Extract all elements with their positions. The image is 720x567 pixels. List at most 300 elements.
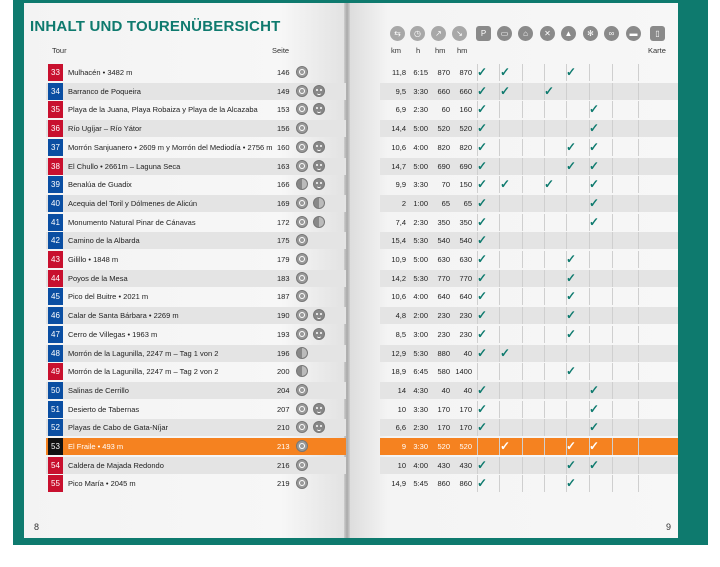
tour-up: 170 [437, 404, 450, 414]
tour-row-details [380, 64, 678, 81]
check-icon: ✓ [477, 177, 488, 192]
tour-up: 660 [437, 86, 450, 96]
check-icon: ✓ [477, 252, 488, 266]
column-divider [499, 139, 500, 156]
tour-row[interactable] [46, 270, 346, 287]
tour-up: 40 [441, 385, 450, 395]
tour-number-badge: 37 [48, 139, 63, 156]
tour-km: 10 [397, 460, 406, 470]
tour-km: 14,9 [391, 479, 406, 489]
column-divider [589, 363, 590, 380]
column-divider [638, 288, 639, 305]
tour-number-badge: 43 [48, 251, 63, 268]
tour-km: 15,4 [391, 236, 406, 246]
tour-row-details [380, 419, 678, 436]
column-divider [566, 419, 567, 436]
column-divider [638, 401, 639, 418]
tour-row[interactable] [46, 214, 346, 231]
tour-number-badge: 51 [48, 401, 63, 418]
column-divider [499, 382, 500, 399]
tour-row[interactable] [46, 158, 346, 175]
tour-h: 2:30 [413, 423, 428, 433]
difficulty-icon [296, 234, 308, 246]
right-edge-stripe [678, 3, 684, 538]
tour-h: 5:30 [413, 273, 428, 283]
tour-number-badge: 53 [48, 438, 63, 455]
tour-row[interactable] [46, 251, 346, 268]
header-karte: Karte [648, 46, 666, 55]
tour-row[interactable] [46, 83, 346, 100]
tour-row-details [380, 158, 678, 175]
tour-down: 870 [459, 68, 472, 77]
column-divider [589, 288, 590, 305]
difficulty-icon [296, 272, 308, 284]
tour-number-badge: 42 [48, 232, 63, 249]
tour-number-badge: 48 [48, 345, 63, 362]
difficulty-icon [296, 141, 308, 153]
tour-h: 4:00 [413, 292, 428, 302]
difficulty-icon [296, 309, 308, 321]
check-icon: ✓ [477, 289, 488, 304]
column-divider [522, 438, 523, 455]
tour-row[interactable] [46, 101, 346, 118]
column-divider [638, 83, 639, 100]
tour-name: Cerro de Villegas • 1963 m [68, 329, 158, 339]
tour-km: 4,8 [395, 311, 406, 321]
tour-number-badge: 40 [48, 195, 63, 212]
difficulty-icon [296, 459, 308, 471]
tour-down: 690 [459, 161, 472, 171]
parking-icon: P [476, 26, 491, 41]
check-icon: ✓ [477, 345, 488, 360]
tour-page: 146 [277, 68, 290, 77]
check-icon: ✓ [566, 158, 577, 173]
summit-icon: ▲ [561, 26, 576, 41]
tour-down: 660 [459, 86, 472, 96]
tour-page: 200 [277, 367, 290, 377]
check-icon: ✓ [589, 401, 600, 416]
column-divider [522, 64, 523, 81]
tour-h: 2:00 [413, 311, 428, 321]
tour-h: 4:30 [413, 385, 428, 395]
tour-row-details [380, 401, 678, 418]
column-divider [612, 158, 613, 175]
check-icon: ✓ [477, 457, 488, 472]
tour-row-details [380, 363, 678, 380]
tour-down: 540 [459, 236, 472, 246]
tour-page: 193 [277, 329, 290, 339]
check-icon: ✓ [477, 65, 488, 79]
check-icon: ✓ [589, 102, 600, 117]
column-divider [499, 457, 500, 474]
tour-h: 3:30 [413, 442, 428, 451]
check-icon: ✓ [566, 65, 577, 79]
page-number-right: 9 [666, 522, 672, 532]
tour-page: 160 [277, 142, 290, 152]
check-icon: ✓ [589, 382, 600, 397]
tour-up: 630 [437, 255, 450, 264]
tour-h: 6:45 [413, 367, 428, 377]
tour-row[interactable] [46, 345, 346, 362]
column-divider [566, 214, 567, 231]
tour-row[interactable] [46, 232, 346, 249]
tour-name: Morrón de la Lagunilla, 2247 m – Tag 1 von 2 [68, 348, 219, 358]
tour-page: 172 [277, 217, 290, 227]
column-divider [612, 139, 613, 156]
column-divider [499, 232, 500, 249]
tour-km: 6,6 [395, 423, 406, 433]
tour-km: 6,9 [395, 105, 406, 115]
column-divider [522, 232, 523, 249]
tour-down: 630 [459, 255, 472, 264]
column-divider [566, 176, 567, 193]
column-divider [522, 457, 523, 474]
tour-row[interactable] [46, 195, 346, 212]
tour-row-details [380, 457, 678, 474]
column-divider [612, 214, 613, 231]
family-icon [313, 328, 325, 340]
tour-page: 219 [277, 479, 290, 489]
tour-km: 14,2 [391, 273, 406, 283]
column-divider [612, 270, 613, 287]
column-divider [499, 214, 500, 231]
difficulty-icon [296, 477, 308, 489]
bus-icon: ▭ [497, 26, 512, 41]
tour-row[interactable] [46, 120, 346, 137]
tour-down: 1400 [455, 367, 472, 377]
column-divider [589, 326, 590, 343]
tour-number-badge: 44 [48, 270, 63, 287]
column-divider [589, 83, 590, 100]
difficulty-icon [296, 122, 308, 134]
tour-name: Calar de Santa Bárbara • 2269 m [68, 311, 179, 321]
tour-row-details [380, 382, 678, 399]
tour-h: 2:30 [413, 105, 428, 115]
column-divider [544, 382, 545, 399]
column-divider [566, 345, 567, 362]
tour-down: 860 [459, 479, 472, 489]
column-divider [638, 326, 639, 343]
column-divider [522, 158, 523, 175]
column-divider [589, 232, 590, 249]
column-divider [522, 101, 523, 118]
bike-icon: ∞ [604, 26, 619, 41]
column-divider [566, 382, 567, 399]
restaurant-icon: ✕ [540, 26, 555, 41]
column-divider [544, 64, 545, 81]
column-divider [612, 288, 613, 305]
difficulty-medium-icon [296, 178, 308, 190]
column-divider [499, 288, 500, 305]
column-divider [612, 438, 613, 455]
column-divider [638, 345, 639, 362]
clock-icon: ◷ [410, 26, 425, 41]
tour-down: 520 [459, 442, 472, 451]
tour-down: 40 [463, 385, 472, 395]
tour-down: 230 [459, 329, 472, 339]
column-divider [589, 345, 590, 362]
tour-km: 18,9 [391, 367, 406, 377]
tour-up: 65 [441, 198, 450, 208]
tour-up: 540 [437, 236, 450, 246]
column-divider [499, 251, 500, 268]
tour-row[interactable] [46, 401, 346, 418]
column-divider [544, 363, 545, 380]
check-icon: ✓ [477, 195, 488, 210]
tour-name: Monumento Natural Pinar de Cánavas [68, 217, 196, 227]
tour-row-details [380, 475, 678, 492]
column-divider [544, 345, 545, 362]
tour-km: 14,4 [391, 124, 406, 134]
column-divider [589, 475, 590, 492]
column-divider [638, 438, 639, 455]
column-divider [522, 139, 523, 156]
column-divider [612, 195, 613, 212]
tour-page: 213 [277, 442, 290, 451]
column-divider [566, 101, 567, 118]
column-divider [522, 345, 523, 362]
column-divider [477, 438, 478, 455]
tour-name: Barranco de Poqueira [68, 86, 141, 96]
tour-name: El Fraile • 493 m [68, 442, 124, 451]
tour-page: 149 [277, 86, 290, 96]
check-icon: ✓ [566, 289, 577, 304]
column-divider [638, 307, 639, 324]
hut-icon: ⌂ [518, 26, 533, 41]
difficulty-icon [296, 440, 308, 452]
column-divider [544, 438, 545, 455]
tour-row[interactable] [46, 139, 346, 156]
tour-km: 10,6 [391, 142, 406, 152]
tour-up: 770 [437, 273, 450, 283]
tour-up: 430 [437, 460, 450, 470]
column-divider [544, 475, 545, 492]
check-icon: ✓ [589, 195, 600, 210]
tour-km: 14,7 [391, 161, 406, 171]
tour-down: 230 [459, 311, 472, 321]
column-divider [522, 176, 523, 193]
column-divider [589, 251, 590, 268]
column-divider [612, 363, 613, 380]
tour-row-details [380, 251, 678, 268]
tour-page: 196 [277, 348, 290, 358]
tour-name: Caldera de Majada Redondo [68, 460, 164, 470]
tour-row[interactable] [46, 457, 346, 474]
tour-row[interactable] [46, 64, 346, 81]
column-divider [638, 101, 639, 118]
check-icon: ✓ [589, 457, 600, 472]
column-divider [612, 176, 613, 193]
tour-up: 820 [437, 142, 450, 152]
tour-page: 153 [277, 105, 290, 115]
column-divider [522, 363, 523, 380]
column-divider [589, 64, 590, 81]
difficulty-icon [296, 403, 308, 415]
tour-name: Pico María • 2045 m [68, 479, 136, 489]
column-divider [612, 251, 613, 268]
tour-row[interactable] [46, 326, 346, 343]
column-divider [612, 64, 613, 81]
column-divider [544, 214, 545, 231]
tour-number-badge: 52 [48, 419, 63, 436]
check-icon: ✓ [589, 121, 600, 136]
tour-page: 166 [277, 180, 290, 190]
tour-name: Gilillo • 1848 m [68, 255, 119, 264]
check-icon: ✓ [500, 65, 511, 79]
column-divider [612, 83, 613, 100]
tour-down: 640 [459, 292, 472, 302]
tour-row[interactable] [46, 438, 346, 455]
check-icon: ✓ [477, 401, 488, 416]
tour-name: Río Ugíjar – Río Yátor [68, 124, 142, 134]
header-hm-down: hm [457, 46, 468, 55]
tour-number-badge: 47 [48, 326, 63, 343]
column-divider [566, 120, 567, 137]
tour-down: 40 [463, 348, 472, 358]
family-icon [313, 103, 325, 115]
tour-number-badge: 55 [48, 475, 63, 492]
tour-down: 520 [459, 124, 472, 134]
tour-h: 6:15 [413, 68, 428, 77]
check-icon: ✓ [477, 382, 488, 397]
column-divider [638, 214, 639, 231]
column-divider [566, 195, 567, 212]
column-divider [612, 232, 613, 249]
tour-number-badge: 46 [48, 307, 63, 324]
tour-down: 150 [459, 180, 472, 190]
descent-icon: ↘ [452, 26, 467, 41]
column-divider [522, 419, 523, 436]
tour-row[interactable] [46, 419, 346, 436]
column-divider [544, 307, 545, 324]
column-divider [499, 326, 500, 343]
column-divider [612, 419, 613, 436]
column-divider [499, 120, 500, 137]
family-icon [313, 141, 325, 153]
check-icon: ✓ [589, 158, 600, 173]
column-divider [544, 120, 545, 137]
tour-row[interactable] [46, 288, 346, 305]
tour-row-details [380, 307, 678, 324]
check-icon: ✓ [477, 233, 488, 248]
tour-h: 4:00 [413, 460, 428, 470]
tour-km: 14 [397, 385, 406, 395]
tour-page: 210 [277, 423, 290, 433]
tour-name: Benalúa de Guadix [68, 180, 132, 190]
tour-row[interactable] [46, 363, 346, 380]
tour-up: 880 [437, 348, 450, 358]
check-icon: ✓ [477, 476, 488, 491]
tour-page: 169 [277, 198, 290, 208]
tour-row[interactable] [46, 307, 346, 324]
column-divider [522, 195, 523, 212]
check-icon: ✓ [566, 326, 577, 341]
map-icon: ▯ [650, 26, 665, 41]
column-divider [638, 363, 639, 380]
column-divider [522, 270, 523, 287]
check-icon: ✓ [544, 83, 555, 98]
check-icon: ✓ [566, 457, 577, 472]
difficulty-medium-icon [313, 197, 325, 209]
tour-row[interactable] [46, 475, 346, 492]
column-divider [638, 232, 639, 249]
difficulty-icon [296, 328, 308, 340]
column-divider [566, 83, 567, 100]
tour-down: 65 [463, 198, 472, 208]
family-icon [313, 309, 325, 321]
tour-page: 163 [277, 161, 290, 171]
column-divider [612, 120, 613, 137]
column-divider [544, 158, 545, 175]
column-divider [522, 251, 523, 268]
tour-up: 520 [437, 442, 450, 451]
difficulty-icon [296, 160, 308, 172]
column-divider [499, 307, 500, 324]
check-icon: ✓ [477, 121, 488, 136]
column-divider [499, 270, 500, 287]
tour-name: Salinas de Cerrillo [68, 385, 129, 395]
tour-km: 7,4 [395, 217, 406, 227]
tour-up: 230 [437, 311, 450, 321]
column-divider [544, 326, 545, 343]
check-icon: ✓ [477, 308, 488, 323]
column-divider [638, 120, 639, 137]
column-divider [522, 83, 523, 100]
column-divider [638, 251, 639, 268]
tour-name: El Chullo • 2661m – Laguna Seca [68, 161, 181, 171]
difficulty-icon [296, 290, 308, 302]
tour-down: 170 [459, 404, 472, 414]
column-divider [612, 401, 613, 418]
difficulty-icon [296, 253, 308, 265]
column-divider [522, 382, 523, 399]
check-icon: ✓ [500, 83, 511, 98]
check-icon: ✓ [566, 139, 577, 154]
tour-name: Camino de la Albarda [68, 236, 140, 246]
check-icon: ✓ [500, 345, 511, 360]
tour-name: Desierto de Tabernas [68, 404, 140, 414]
column-divider [522, 326, 523, 343]
column-divider [638, 158, 639, 175]
header-h: h [416, 46, 421, 55]
tour-km: 10,9 [391, 255, 406, 264]
difficulty-icon [296, 85, 308, 97]
tour-row-details [380, 83, 678, 100]
column-divider [544, 232, 545, 249]
column-divider [499, 158, 500, 175]
tour-km: 2 [401, 198, 406, 208]
tour-h: 5:30 [413, 236, 428, 246]
tour-page: 204 [277, 385, 290, 395]
difficulty-icon [296, 66, 308, 78]
column-divider [544, 419, 545, 436]
tour-row-details [380, 120, 678, 137]
column-divider [638, 457, 639, 474]
column-divider [612, 345, 613, 362]
check-icon: ✓ [500, 177, 511, 192]
difficulty-icon [296, 384, 308, 396]
tour-row[interactable] [46, 176, 346, 193]
tour-km: 9,5 [395, 86, 406, 96]
column-divider [612, 307, 613, 324]
tour-row[interactable] [46, 382, 346, 399]
column-divider [612, 457, 613, 474]
family-icon [313, 160, 325, 172]
family-icon [313, 403, 325, 415]
tour-row-details [380, 288, 678, 305]
tour-name: Morrón Sanjuanero • 2609 m y Morrón del Mediodía • 2756 m [68, 142, 273, 152]
tour-number-badge: 35 [48, 101, 63, 118]
